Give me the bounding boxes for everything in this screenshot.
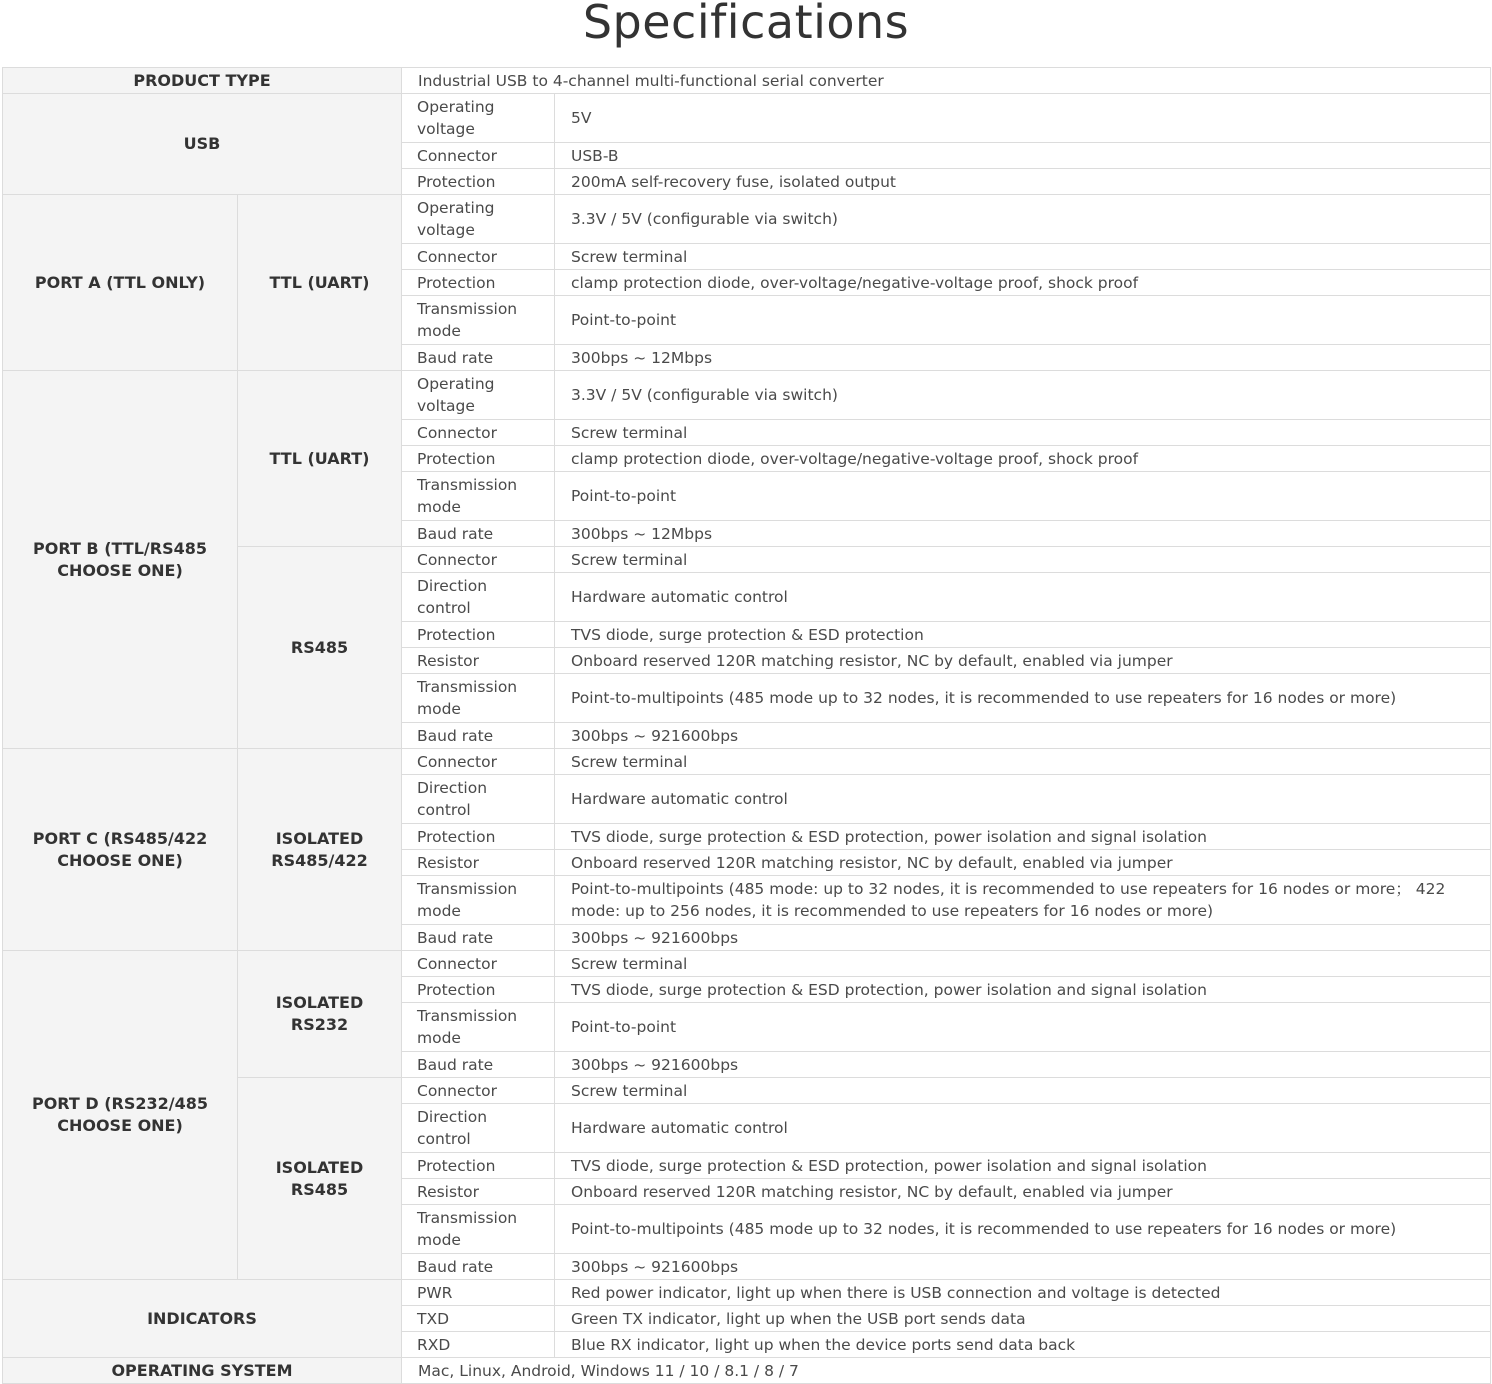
spec-key: Protection — [402, 1153, 555, 1179]
spec-value: Hardware automatic control — [555, 775, 1491, 824]
port-b-label: PORT B (TTL/RS485 CHOOSE ONE) — [3, 371, 238, 749]
spec-key: Connector — [402, 1078, 555, 1104]
spec-value: 3.3V / 5V (configurable via switch) — [555, 195, 1491, 244]
spec-value: Point-to-point — [555, 472, 1491, 521]
spec-key: Connector — [402, 143, 555, 169]
spec-value: Onboard reserved 120R matching resistor, NC by default, enabled via jumper — [555, 850, 1491, 876]
spec-value: 300bps ~ 921600bps — [555, 723, 1491, 749]
spec-key: PWR — [402, 1280, 555, 1306]
spec-value: Hardware automatic control — [555, 1104, 1491, 1153]
spec-value: 300bps ~ 921600bps — [555, 1254, 1491, 1280]
spec-key: Protection — [402, 622, 555, 648]
spec-value: 5V — [555, 94, 1491, 143]
spec-value: Screw terminal — [555, 244, 1491, 270]
interface-group-label: ISOLATED RS232 — [238, 951, 402, 1078]
spec-row — [3, 94, 1491, 143]
spec-key: Connector — [402, 749, 555, 775]
spec-value: Point-to-multipoints (485 mode up to 32 nodes, it is recommended to use repeaters for 16 nodes or more) — [555, 674, 1491, 723]
spec-table-body — [3, 68, 1491, 1384]
interface-group-label: ISOLATED RS485/422 — [238, 749, 402, 951]
spec-key: Protection — [402, 270, 555, 296]
spec-key: Transmission mode — [402, 876, 555, 925]
spec-key: Resistor — [402, 850, 555, 876]
spec-key: Protection — [402, 977, 555, 1003]
spec-key: Baud rate — [402, 345, 555, 371]
spec-value: Point-to-multipoints (485 mode: up to 32 nodes, it is recommended to use repeaters for 16 nodes or more； 422 mode: up to 256 nodes, it is recommended to use repeaters for 16 nodes or more) — [555, 876, 1491, 925]
spec-key: Operating voltage — [402, 94, 555, 143]
spec-value: Onboard reserved 120R matching resistor, NC by default, enabled via jumper — [555, 1179, 1491, 1205]
spec-value: Point-to-multipoints (485 mode up to 32 nodes, it is recommended to use repeaters for 16 nodes or more) — [555, 1205, 1491, 1254]
spec-key: Connector — [402, 547, 555, 573]
spec-value: Point-to-point — [555, 1003, 1491, 1052]
spec-row — [3, 371, 1491, 420]
spec-key: Direction control — [402, 775, 555, 824]
usb-label: USB — [3, 94, 402, 195]
interface-group-label: ISOLATED RS485 — [238, 1078, 402, 1280]
spec-row — [3, 749, 1491, 775]
spec-key: Transmission mode — [402, 1205, 555, 1254]
spec-key: Protection — [402, 169, 555, 195]
spec-key: Baud rate — [402, 1052, 555, 1078]
operating-system-label: OPERATING SYSTEM — [3, 1358, 402, 1384]
interface-group-label: RS485 — [238, 547, 402, 749]
spec-key: Baud rate — [402, 925, 555, 951]
spec-key: Connector — [402, 244, 555, 270]
spec-value: Screw terminal — [555, 1078, 1491, 1104]
spec-key: RXD — [402, 1332, 555, 1358]
spec-row — [3, 1358, 1491, 1384]
spec-row — [3, 68, 1491, 94]
spec-value: 300bps ~ 12Mbps — [555, 345, 1491, 371]
spec-value: TVS diode, surge protection & ESD protection, power isolation and signal isolation — [555, 977, 1491, 1003]
spec-key: Direction control — [402, 1104, 555, 1153]
spec-value: TVS diode, surge protection & ESD protection, power isolation and signal isolation — [555, 1153, 1491, 1179]
page-title: Specifications — [582, 0, 910, 49]
spec-value: Screw terminal — [555, 749, 1491, 775]
spec-value: Red power indicator, light up when there is USB connection and voltage is detected — [555, 1280, 1491, 1306]
spec-value: Screw terminal — [555, 420, 1491, 446]
spec-key: Direction control — [402, 573, 555, 622]
spec-value: USB-B — [555, 143, 1491, 169]
spec-key: Baud rate — [402, 1254, 555, 1280]
spec-key: Protection — [402, 824, 555, 850]
spec-key: TXD — [402, 1306, 555, 1332]
spec-value: Blue RX indicator, light up when the device ports send data back — [555, 1332, 1491, 1358]
spec-value: 3.3V / 5V (configurable via switch) — [555, 371, 1491, 420]
spec-row — [3, 1280, 1491, 1306]
operating-system-value: Mac, Linux, Android, Windows 11 / 10 / 8.1 / 8 / 7 — [402, 1358, 1491, 1384]
spec-key: Operating voltage — [402, 195, 555, 244]
spec-row — [3, 195, 1491, 244]
spec-value: 300bps ~ 12Mbps — [555, 521, 1491, 547]
product-type-label: PRODUCT TYPE — [3, 68, 402, 94]
spec-value: clamp protection diode, over-voltage/negative-voltage proof, shock proof — [555, 446, 1491, 472]
spec-key: Protection — [402, 446, 555, 472]
spec-key: Baud rate — [402, 723, 555, 749]
spec-value: TVS diode, surge protection & ESD protection — [555, 622, 1491, 648]
spec-key: Transmission mode — [402, 296, 555, 345]
spec-value: 200mA self-recovery fuse, isolated output — [555, 169, 1491, 195]
spec-value: 300bps ~ 921600bps — [555, 925, 1491, 951]
spec-key: Operating voltage — [402, 371, 555, 420]
spec-key: Baud rate — [402, 521, 555, 547]
spec-key: Resistor — [402, 648, 555, 674]
spec-value: Green TX indicator, light up when the USB port sends data — [555, 1306, 1491, 1332]
interface-group-label: TTL (UART) — [238, 195, 402, 371]
spec-value: Screw terminal — [555, 951, 1491, 977]
port-a-label: PORT A (TTL ONLY) — [3, 195, 238, 371]
port-d-label: PORT D (RS232/485 CHOOSE ONE) — [3, 951, 238, 1280]
spec-key: Resistor — [402, 1179, 555, 1205]
spec-value: Onboard reserved 120R matching resistor, NC by default, enabled via jumper — [555, 648, 1491, 674]
spec-key: Transmission mode — [402, 1003, 555, 1052]
spec-value: 300bps ~ 921600bps — [555, 1052, 1491, 1078]
spec-key: Connector — [402, 951, 555, 977]
spec-value: Point-to-point — [555, 296, 1491, 345]
spec-table — [2, 67, 1491, 1384]
product-type-value: Industrial USB to 4-channel multi-functional serial converter — [402, 68, 1491, 94]
spec-row — [3, 951, 1491, 977]
spec-value: TVS diode, surge protection & ESD protection, power isolation and signal isolation — [555, 824, 1491, 850]
interface-group-label: TTL (UART) — [238, 371, 402, 547]
spec-value: clamp protection diode, over-voltage/negative-voltage proof, shock proof — [555, 270, 1491, 296]
indicators-label: INDICATORS — [3, 1280, 402, 1358]
port-c-label: PORT C (RS485/422 CHOOSE ONE) — [3, 749, 238, 951]
spec-value: Hardware automatic control — [555, 573, 1491, 622]
spec-value: Screw terminal — [555, 547, 1491, 573]
spec-key: Transmission mode — [402, 674, 555, 723]
spec-key: Transmission mode — [402, 472, 555, 521]
spec-key: Connector — [402, 420, 555, 446]
